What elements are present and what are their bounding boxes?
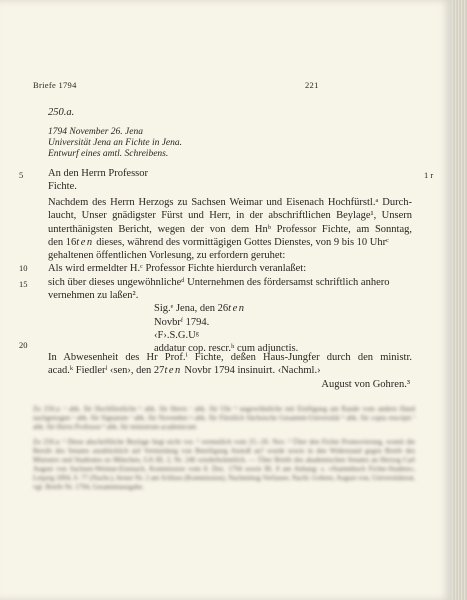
document-type: Entwurf eines amtl. Schreibens. xyxy=(48,149,169,159)
line-number: 20 xyxy=(19,340,28,350)
line-number: 15 xyxy=(19,279,28,289)
letter-body xyxy=(48,196,412,356)
spaced-text: ten xyxy=(228,303,246,315)
text-line: Als wird ermeldter H.ᶜ Professor Fichte hierdurch veranlaßet: xyxy=(48,263,307,275)
document-number: 250.a. xyxy=(48,107,75,118)
document-date: 1794 November 26. Jena xyxy=(48,127,143,137)
footnote-paragraph: Zu 250.a: ᵃ abk. für Hochfürstliche ᵇ abk. für Herrn ᶜ abk. für Uhr ᵈ ungewöhnliche mit Einfügung am Rande vom andern Hand nachgetragen ᵉ abk. für Signatum ᶠ abk. für November ᵍ abk. für Fürstlich Sächsische Gesammt-Universität ʰ abk. für copia rescripti ⁱ abk. für Herrn Professor ᵏ abk. für ministrum academicum xyxy=(33,405,415,431)
text-span: acad.ᵏ Fiedlerˡ ‹sen›, den 27 xyxy=(48,365,165,377)
text-line: Nachdem des Herrn Herzogs zu Sachsen Weimar und Eisenach Hochfürstl.ᵃ Durch- xyxy=(48,197,412,208)
footnotes xyxy=(33,405,415,498)
document-correspondents: Universität Jena an Fichte in Jena. xyxy=(48,138,183,148)
text-span: dieses, während des vormittägigen Gottes Dienstes, von 9 bis 10 Uhrᶜ xyxy=(93,236,389,248)
text-line: gehaltenen öffentlichen Vorlesung, zu erfordern geruhet: xyxy=(48,250,286,262)
text-span: Sig.ᵉ Jena, den 26 xyxy=(154,303,229,315)
address-block xyxy=(48,167,412,194)
text-line xyxy=(48,236,412,249)
running-header: Briefe 1794 xyxy=(33,80,77,90)
document-meta xyxy=(48,127,182,160)
signature-line xyxy=(48,302,412,315)
line-number: 5 xyxy=(19,170,24,180)
signature-line: addatur cop. rescr.ʰ cum adjunctis. xyxy=(154,343,299,355)
spaced-text: ten xyxy=(164,365,182,377)
signature-line: ‹F›.S.G.Uᵍ xyxy=(154,329,199,341)
text-line: In Abwesenheit des Hr Prof.ⁱ Fichte, deßen Haus-Jungfer durch den ministr. xyxy=(48,352,412,363)
page-edge xyxy=(452,0,467,600)
insinuation-note xyxy=(48,351,412,391)
text-span: Novbr 1794 insinuirt. ‹Nachml.› xyxy=(181,365,321,377)
closing-signature: August von Gohren.³ xyxy=(321,378,410,390)
footnote-paragraph: Zu 250.a: ¹ Diese abschriftliche Beylage liegt nicht vor. ² vermutlich vom 25.–26. Nov. ³ Über den Fichte Promovierung, womit die Berufe des Senates ausdrücklich auf Vermeidung von Beteiligung Anstoß an? wurde sowie in den Widerstand gegen Briefe des Ministers und Stadtrates zu München, GA III, 2, Nr. 246 wiederholentlich. — Über Briefe des akademischen Senates an Herzog Carl August von Sachsen-Weimar-Eisenach, Kommission vom 8. Dez. 1794 sowie Bl. 8 am Anhang: s. »Stammbuch Fichte-Studien«, Leipzig 1894, S. 77 (Nachr.), ferner Nr. 2 am Schluss (Kommission), Nachmittag Verfasser, Nachl. Gohren, August von, Universitätsrat, vgl. Briefe Nr. 1794, Gesammtausgabe. xyxy=(33,438,415,491)
address-line: Fichte. xyxy=(48,181,77,193)
folio-note: 1 r xyxy=(424,170,434,180)
page-number: 221 xyxy=(305,80,319,90)
address-line: An den Herrn Professor xyxy=(48,168,149,179)
line-number: 10 xyxy=(19,263,28,273)
text-line: unterthänigsten Bericht, wegen der von dem Hnᵇ Professor Fichte, am Sonntag, xyxy=(48,223,412,235)
spaced-text: ten xyxy=(76,236,94,248)
text-line xyxy=(48,364,412,377)
text-line: laucht, Unser gnädigster Fürst und Herr, in der abschriftlichen Beylage¹, Unsern xyxy=(48,210,412,222)
text-line: sich über dieses ungewöhnlicheᵈ Unternehmen des fördersamst schriftlich anhero xyxy=(48,276,390,288)
signature-line: Novbrᶠ 1794. xyxy=(154,316,210,328)
text-span: den 16 xyxy=(48,236,77,248)
text-line: vernehmen zu laßen². xyxy=(48,290,139,302)
